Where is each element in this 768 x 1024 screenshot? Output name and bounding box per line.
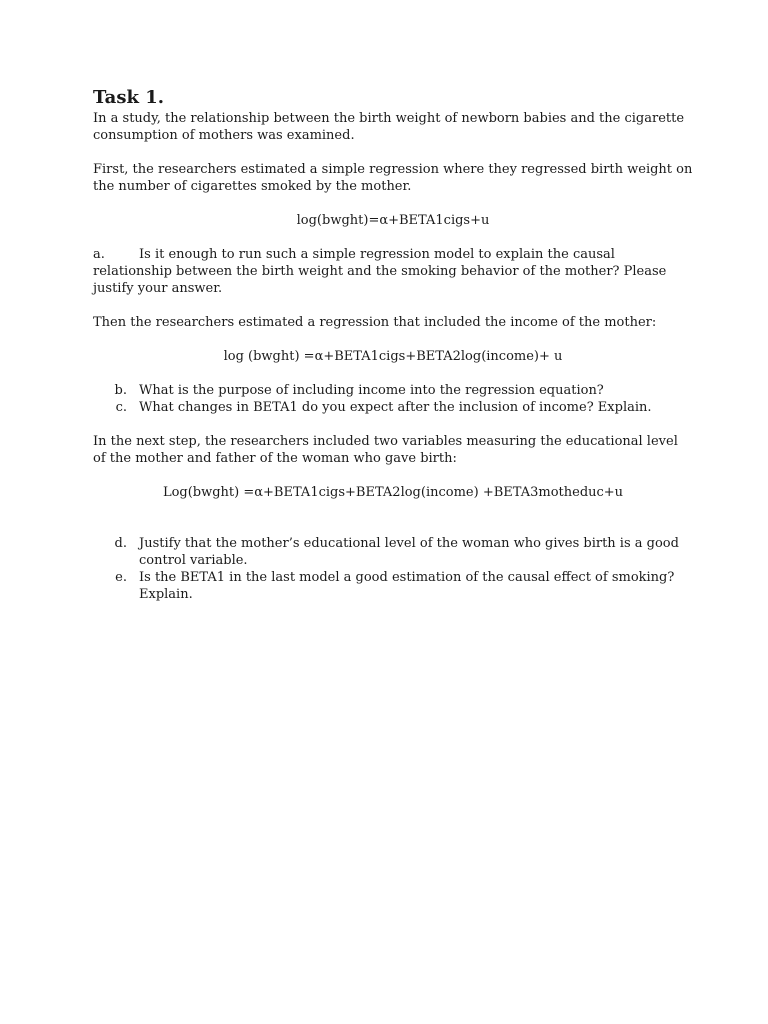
question-a-label: a. <box>93 247 105 262</box>
question-d-label: d. <box>114 536 127 551</box>
spacer <box>93 518 693 535</box>
formula-simple-regression: log(bwght)=α+BETA1cigs+u <box>296 213 490 228</box>
question-e-text: Is the BETA1 in the last model a good estimation of the causal effect of smoking? Explain. <box>139 570 675 602</box>
spacer <box>93 501 693 518</box>
formula-income-regression: log (bwght) =α+BETA1cigs+BETA2log(income)+ u <box>223 349 563 364</box>
question-a <box>93 246 693 297</box>
question-e-label: e. <box>115 570 127 585</box>
question-a-text: Is it enough to run such a simple regression model to explain the causal relationship between the birth weight and the smoking behavior of the mother? Please justify your answer. <box>93 247 667 296</box>
spacer <box>93 331 693 348</box>
question-c-text: What changes in BETA1 do you expect after the inclusion of income? Explain. <box>139 400 652 415</box>
question-c <box>93 399 693 416</box>
question-e <box>93 569 693 603</box>
spacer <box>93 144 693 161</box>
second-regression-paragraph: Then the researchers estimated a regression that included the income of the mother: <box>93 315 657 330</box>
question-list-de <box>93 535 693 603</box>
third-regression-paragraph: In the next step, the researchers included two variables measuring the educational level of the mother and father of the woman who gave birth: <box>93 434 678 466</box>
spacer <box>93 467 693 484</box>
spacer <box>93 297 693 314</box>
question-b-text: What is the purpose of including income into the regression equation? <box>139 383 604 398</box>
question-b-label: b. <box>114 383 127 398</box>
question-list-bc <box>93 382 693 416</box>
task-title: Task 1. <box>93 87 164 108</box>
intro-paragraph: In a study, the relationship between the birth weight of newborn babies and the cigarette consumption of mothers was examined. <box>93 111 685 143</box>
spacer <box>93 229 693 246</box>
spacer <box>93 416 693 433</box>
question-b <box>93 382 693 399</box>
question-c-label: c. <box>115 400 127 415</box>
spacer <box>93 365 693 382</box>
formula-education-regression: Log(bwght) =α+BETA1cigs+BETA2log(income) +BETA3motheduc+u <box>162 485 624 500</box>
question-d <box>93 535 693 569</box>
first-regression-paragraph: First, the researchers estimated a simple regression where they regressed birth weight on the number of cigarettes smoked by the mother. <box>93 162 693 194</box>
spacer <box>93 195 693 212</box>
question-d-text: Justify that the mother’s educational level of the woman who gives birth is a good control variable. <box>139 536 679 568</box>
document-page <box>93 86 693 603</box>
